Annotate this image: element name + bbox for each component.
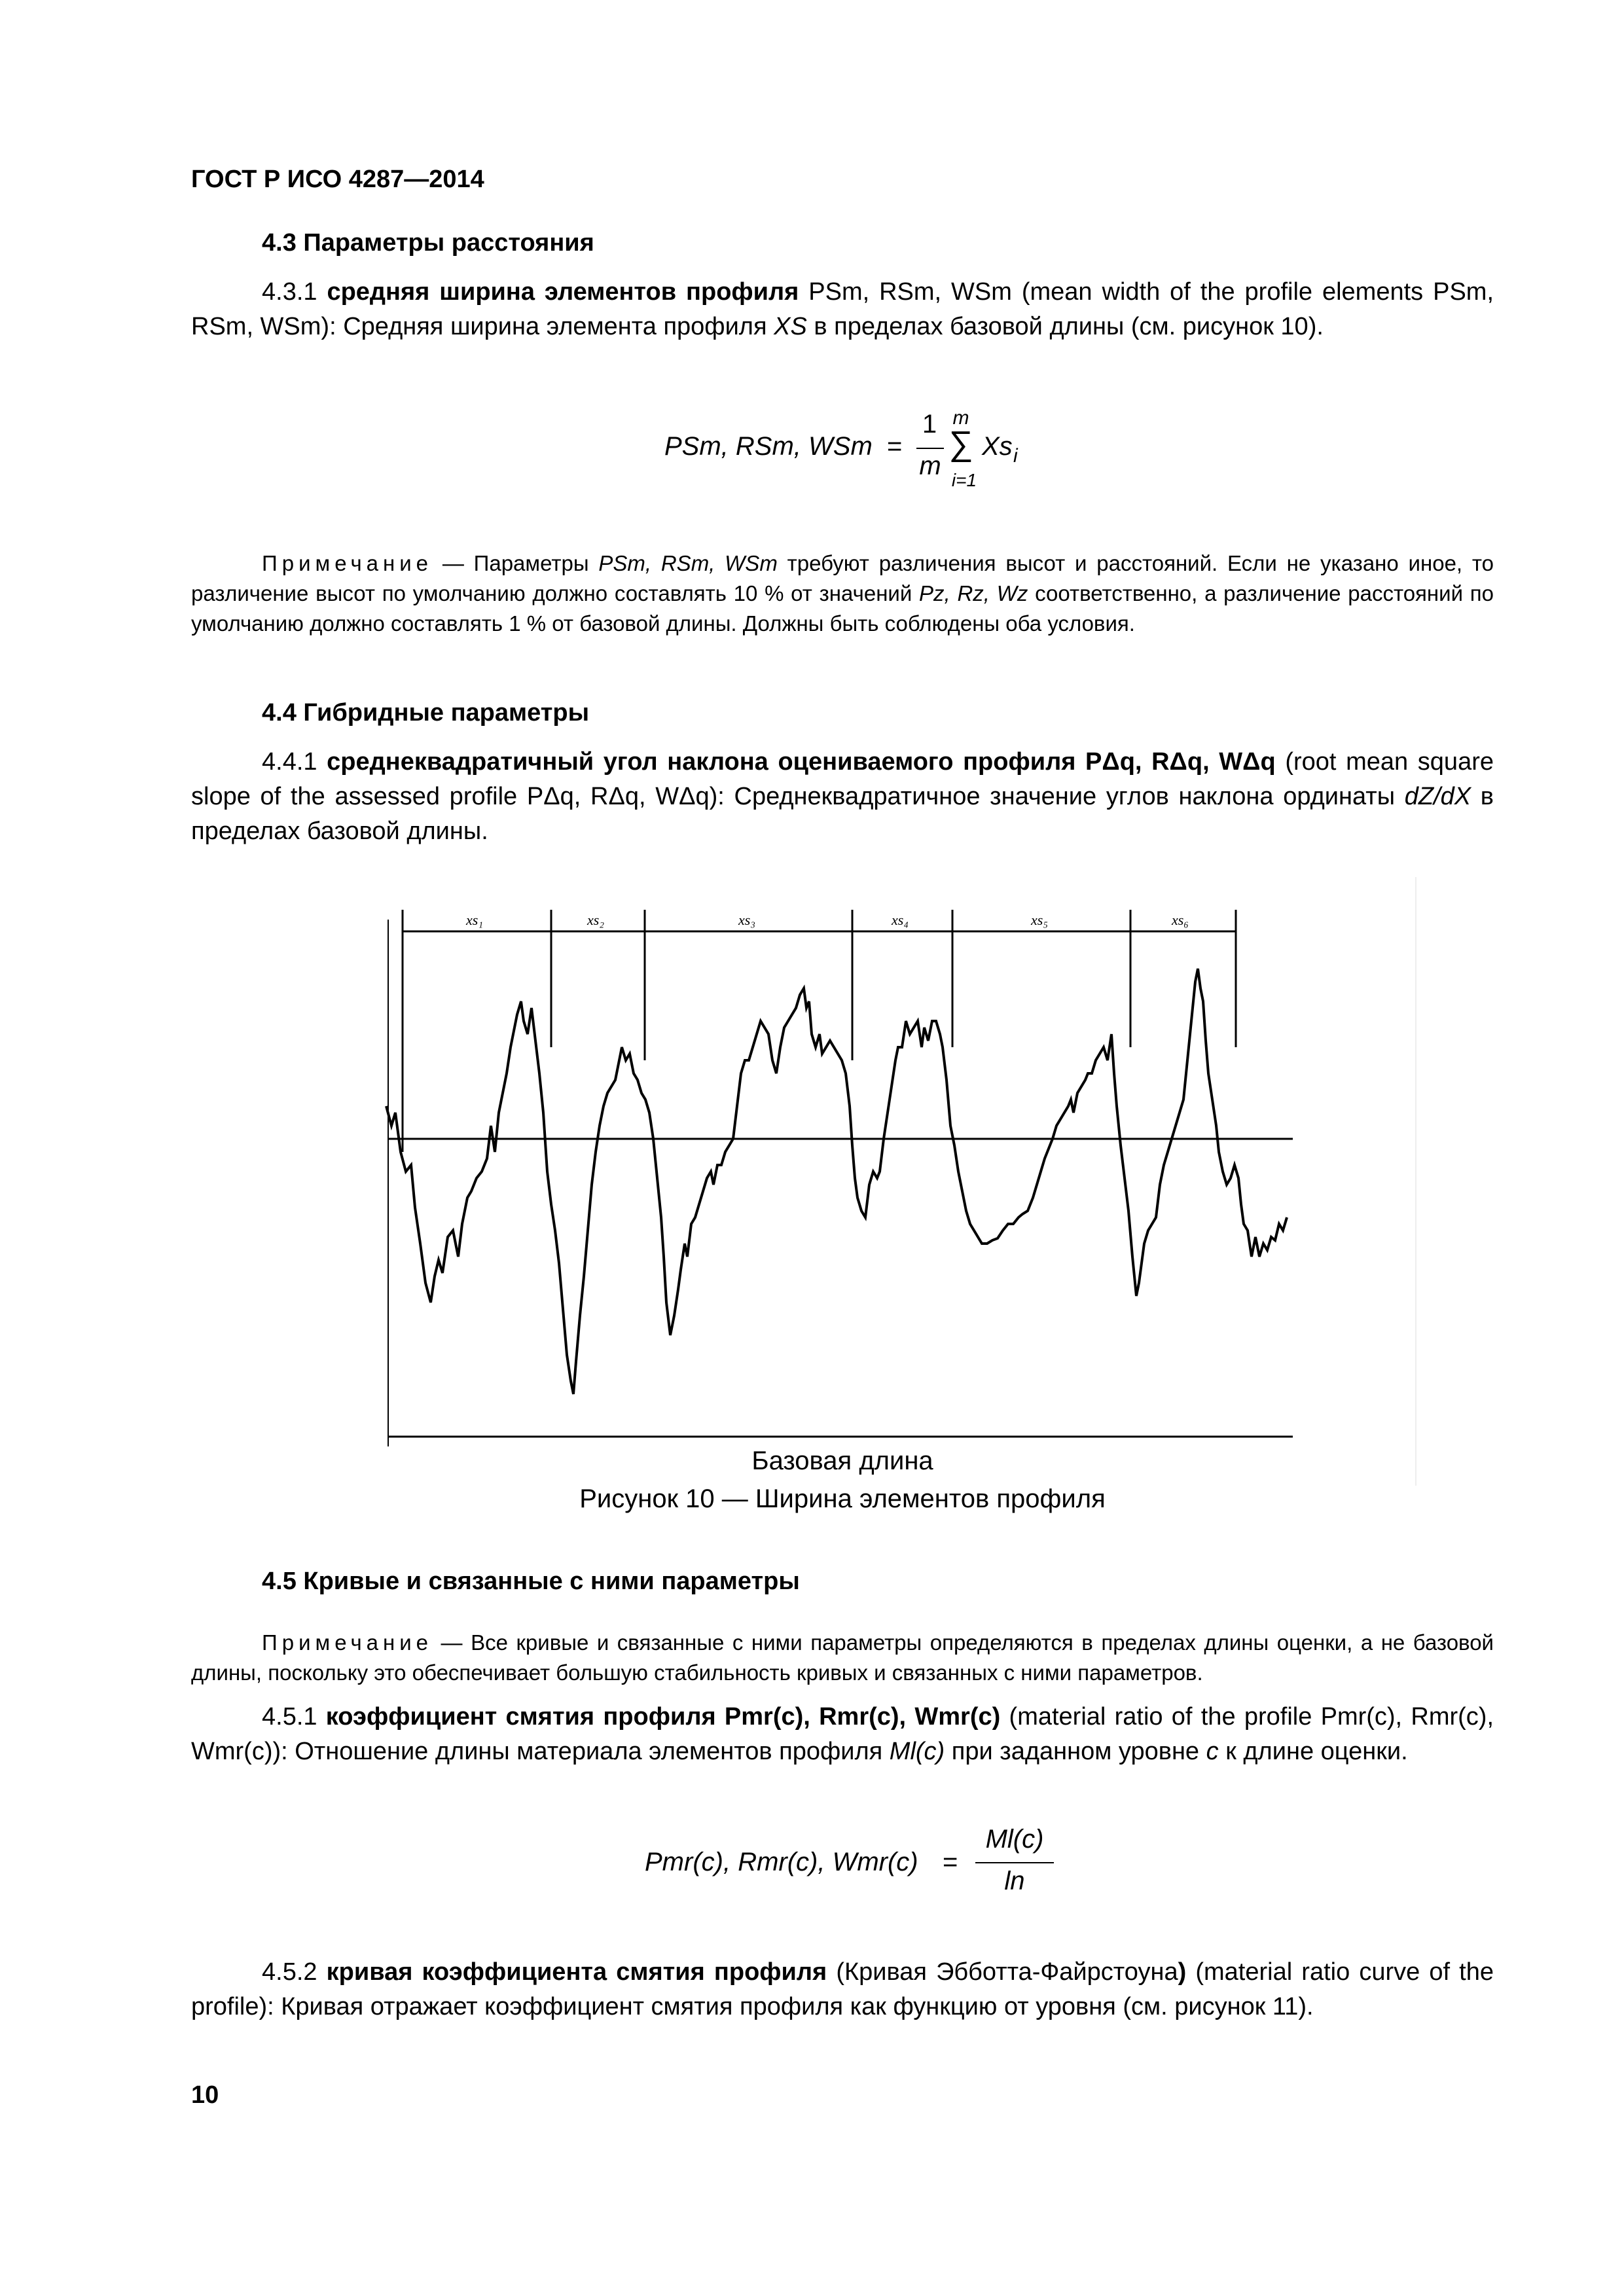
segment-label: xs₃ (738, 912, 755, 928)
segment-label: xs₄ (892, 912, 909, 928)
figure-caption: Рисунок 10 — Ширина элементов профиля (579, 1484, 1106, 1513)
note-4-3: Примечание — Параметры PSm, RSm, WSm требуют различения высот и расстояний. Если не указано иное, то различение высот по умолчанию должно составлять 10 % от значений Pz, Rz, Wz соответственно, а различение расстояний по умолчанию должно составлять 1 % от базовой длины. Должны быть соблюдены оба условия. (191, 551, 1494, 636)
clause-number: 4.3.1 (262, 278, 327, 306)
section-heading-4-3: 4.3 Параметры расстояния (262, 229, 594, 257)
term-bold: средняя ширина элементов профиля (327, 278, 799, 306)
paragraph-4-5-1: 4.5.1 коэффициент смятия профиля Pmr(c), Rmr(c), Wmr(c) (material ratio of the profile Pmr(c), Rmr(c), Wmr(c)): Отношение длины материала элементов профиля Ml(c) при заданном уровне c к длине оценки. (191, 1703, 1494, 1765)
note-label: Примечание (262, 1630, 433, 1655)
paragraph-4-5-2: 4.5.2 кривая коэффициента смятия профиля (Кривая Эбботта-Файрстоуна) (material ratio curve of the profile): Кривая отражает коэффициент смятия профиля как функцию от уровня (см. рисунок 11). (191, 1958, 1494, 2020)
segment-label: xs₆ (1172, 912, 1189, 928)
paragraph-4-3-1: 4.3.1 средняя ширина элементов профиля PSm, RSm, WSm (mean width of the profile elements PSm, RSm, WSm): Средняя ширина элемента профиля XS в пределах базовой длины (см. рисунок 10). (191, 278, 1494, 340)
note-label: Примечание (262, 551, 433, 575)
sum-symbol: ∑ (948, 425, 973, 463)
profile-curve (386, 969, 1287, 1394)
document-id: ГОСТ Р ИСО 4287—2014 (191, 166, 484, 193)
section-heading-4-4: 4.4 Гибридные параметры (262, 699, 590, 726)
baseline-label: Базовая длина (751, 1446, 933, 1475)
fraction-bar (975, 1862, 1054, 1863)
segment-label: xs₁ (466, 912, 483, 928)
page-number: 10 (191, 2081, 219, 2109)
paragraph-4-4-1: 4.4.1 среднеквадратичный угол наклона оцениваемого профиля PΔq, RΔq, WΔq (root mean square slope of the assessed profile PΔq, RΔq, WΔq): Среднеквадратичное значение углов наклона ординаты dZ/dX в пределах базовой длины. (191, 748, 1494, 845)
section-heading-4-5: 4.5 Кривые и связанные с ними параметры (262, 1568, 800, 1595)
segment-label: xs₂ (587, 912, 604, 928)
note-4-5: Примечание — Все кривые и связанные с ними параметры определяются в пределах длины оценки, а не базовой длины, поскольку это обеспечивает большую стабильность кривых и связанных с ними параметров. (191, 1630, 1494, 1685)
segment-label: xs₅ (1031, 912, 1048, 928)
